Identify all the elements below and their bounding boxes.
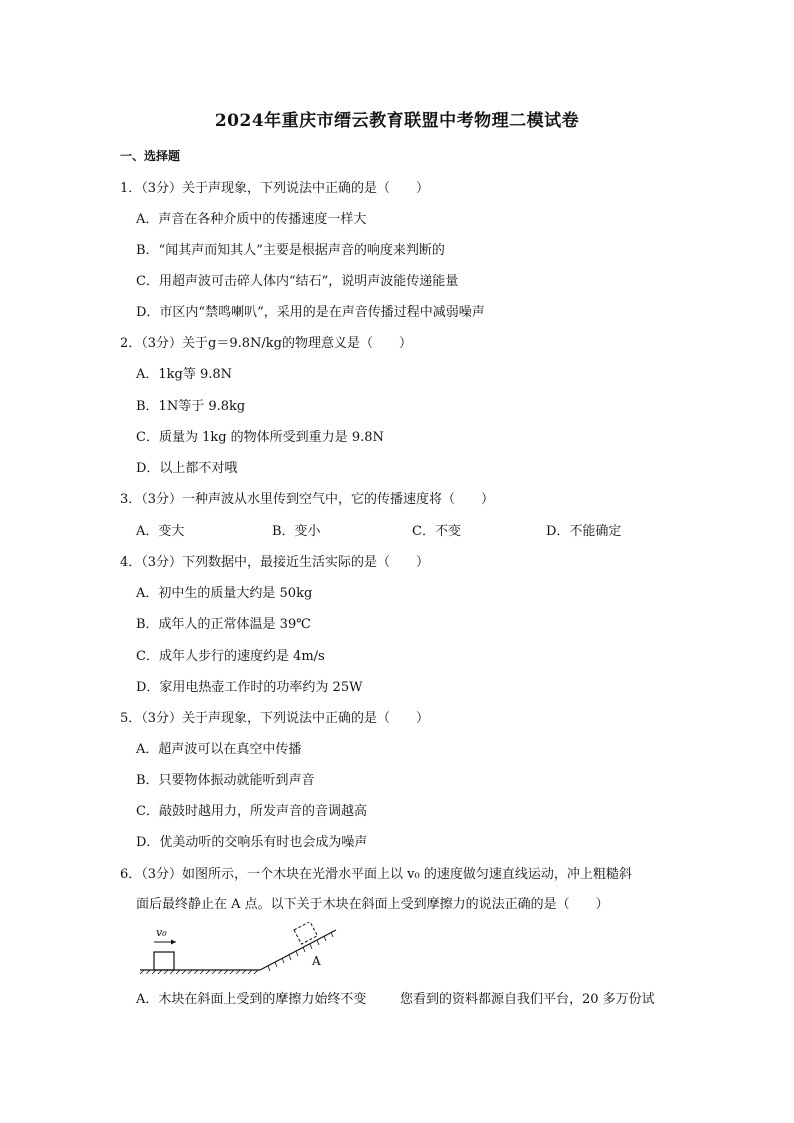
- question-3-option-d[interactable]: D．不能确定: [546, 524, 622, 539]
- question-1-stem: 1．（3分）关于声现象，下列说法中正确的是（ ）: [120, 181, 430, 196]
- question-5-stem: 5．（3分）关于声现象，下列说法中正确的是（ ）: [120, 711, 430, 726]
- question-2-option-d[interactable]: D．以上都不对哦: [136, 461, 238, 476]
- question-5-option-b[interactable]: B．只要物体振动就能听到声音: [136, 773, 315, 788]
- question-4-option-b[interactable]: B．成年人的正常体温是 39℃: [136, 617, 311, 632]
- wooden-block: [154, 952, 174, 970]
- incline-hatch: [268, 932, 333, 971]
- velocity-label: v₀: [156, 926, 167, 939]
- question-1-option-c[interactable]: C．用超声波可击碎人体内“结石”，说明声波能传递能量: [136, 274, 459, 289]
- question-4-option-c[interactable]: C．成年人步行的速度约是 4m/s: [136, 649, 325, 664]
- question-2-stem: 2．（3分）关于g＝9.8N/kg的物理意义是（ ）: [120, 336, 412, 351]
- question-3-stem: 3．（3分）一种声波从水里传到空气中，它的传播速度将（ ）: [120, 492, 495, 507]
- velocity-arrowhead: [171, 940, 176, 945]
- incline-line: [260, 930, 336, 970]
- dashed-block-at-a: [294, 922, 317, 944]
- question-3-option-a[interactable]: A．变大: [136, 524, 185, 539]
- watermark-text: 您看到的资料都源自我们平台，20 多万份试: [400, 992, 655, 1007]
- page-title: 2024年重庆市缙云教育联盟中考物理二模试卷: [214, 111, 580, 131]
- question-3-option-c[interactable]: C．不变: [412, 524, 461, 539]
- question-2-option-b[interactable]: B．1N等于 9.8kg: [136, 399, 246, 414]
- question-5-option-a[interactable]: A．超声波可以在真空中传播: [136, 742, 302, 757]
- point-a-label: A: [312, 954, 321, 968]
- question-4-option-a[interactable]: A．初中生的质量大约是 50kg: [136, 586, 313, 601]
- section-heading: 一、选择题: [120, 149, 181, 163]
- question-1-option-b[interactable]: B．“闻其声而知其人”主要是根据声音的响度来判断的: [136, 243, 445, 258]
- question-5-option-c[interactable]: C．敲鼓时越用力，所发声音的音调越高: [136, 804, 367, 819]
- question-1-option-d[interactable]: D．市区内“禁鸣喇叭”，采用的是在声音传播过程中减弱噪声: [136, 305, 485, 320]
- question-2-option-a[interactable]: A．1kg等 9.8N: [136, 367, 233, 382]
- question-4-option-d[interactable]: D．家用电热壶工作时的功率约为 25W: [136, 680, 363, 695]
- question-2-option-c[interactable]: C．质量为 1kg 的物体所受到重力是 9.8N: [136, 430, 384, 445]
- question-1-option-a[interactable]: A．声音在各种介质中的传播速度一样大: [136, 212, 367, 227]
- question-6-stem: 6．（3分）如图所示，一个木块在光滑水平面上以 v₀ 的速度做匀速直线运动，冲上粗糙斜: [120, 867, 632, 882]
- question-4-stem: 4．（3分）下列数据中，最接近生活实际的是（ ）: [120, 555, 430, 570]
- question-5-option-d[interactable]: D．优美动听的交响乐有时也会成为噪声: [136, 835, 368, 850]
- question-6-stem-line2: 面后最终静止在 A 点。以下关于木块在斜面上受到摩擦力的说法正确的是（ ）: [136, 897, 609, 912]
- incline-diagram: [138, 922, 348, 974]
- question-6-option-a[interactable]: A．木块在斜面上受到的摩擦力始终不变: [136, 992, 367, 1007]
- question-3-option-b[interactable]: B．变小: [272, 524, 321, 539]
